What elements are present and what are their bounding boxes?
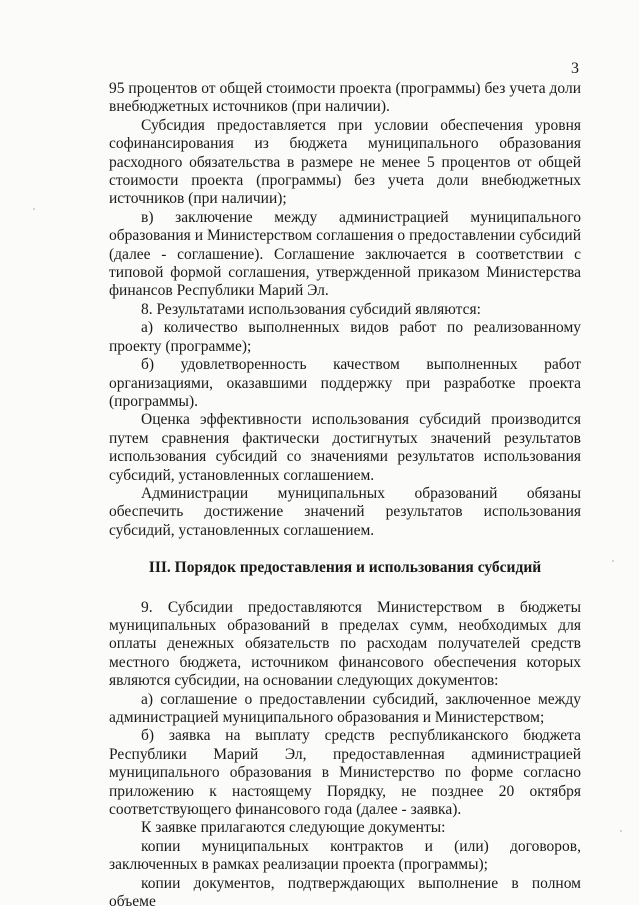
paragraph-item-a-agreement: а) соглашение о предоставлении субсидий, заключенное между администрацией муниципального образования и Министерством; xyxy=(109,690,581,726)
scan-speck xyxy=(612,560,614,562)
paragraph-item-a-results: а) количество выполненных видов работ по реализованному проекту (программе); xyxy=(109,319,581,355)
paragraph-item-9: 9. Субсидии предоставляются Министерством в бюджеты муниципальных образований в пределах сумм, необходимых для оплаты денежных обязательств по расходам получателей средств местного бюджета, источником финансового обеспечения которых являются субсидии, на основании следующих документов: xyxy=(109,598,581,690)
paragraph-evaluation: Оценка эффективности использования субсидий производится путем сравнения фактически достигнутых значений результатов использования субсидий со значениями результатов использования субсидий, установленных соглашением. xyxy=(109,411,581,484)
scan-speck xyxy=(620,830,622,832)
paragraph-attachment-contracts: копии муниципальных контрактов и (или) договоров, заключенных в рамках реализации проекта (программы); xyxy=(109,837,581,874)
scan-speck xyxy=(33,208,35,210)
paragraph-attachment-documents: копии документов, подтверждающих выполнение в полном объеме xyxy=(109,874,581,911)
document-body xyxy=(109,80,581,911)
page-number: 3 xyxy=(571,60,579,77)
paragraph-item-8: 8. Результатами использования субсидий являются: xyxy=(141,300,481,318)
paragraph-item-b-application: б) заявка на выплату средств республиканского бюджета Республики Марий Эл, предоставленная администрацией муниципального образования в Министерство по форме согласно приложению к настоящему Порядку, не позднее 20 октября соответствующего финансового года (далее - заявка). xyxy=(109,727,581,819)
paragraph-item-b-results: б) удовлетворенность качеством выполненных работ организациями, оказавшими поддержку при разработке проекта (программы). xyxy=(109,356,581,410)
paragraph-obligations: Администрации муниципальных образований обязаны обеспечить достижение значений результатов использования субсидий, установленных соглашением. xyxy=(109,484,581,539)
paragraph-attachments-intro: К заявке прилагаются следующие документы: xyxy=(141,819,446,837)
paragraph-continuation: 95 процентов от общей стоимости проекта (программы) без учета доли внебюджетных источников (при наличии). xyxy=(109,80,581,116)
paragraph-item-v: в) заключение между администрацией муниципального образования и Министерством соглашения о предоставлении субсидий (далее - соглашение). Соглашение заключается в соответствии с типовой формой соглашения, утвержденной приказом Министерства финансов Республики Марий Эл. xyxy=(109,208,581,300)
section-heading: III. Порядок предоставления и использования субсидий xyxy=(148,559,542,577)
paragraph-cofinancing: Субсидия предоставляется при условии обеспечения уровня софинансирования из бюджета муниципального образования расходного обязательства в размере не менее 5 процентов от общей стоимости проекта (программы) без учета доли внебюджетных источников (при наличии); xyxy=(109,116,581,208)
